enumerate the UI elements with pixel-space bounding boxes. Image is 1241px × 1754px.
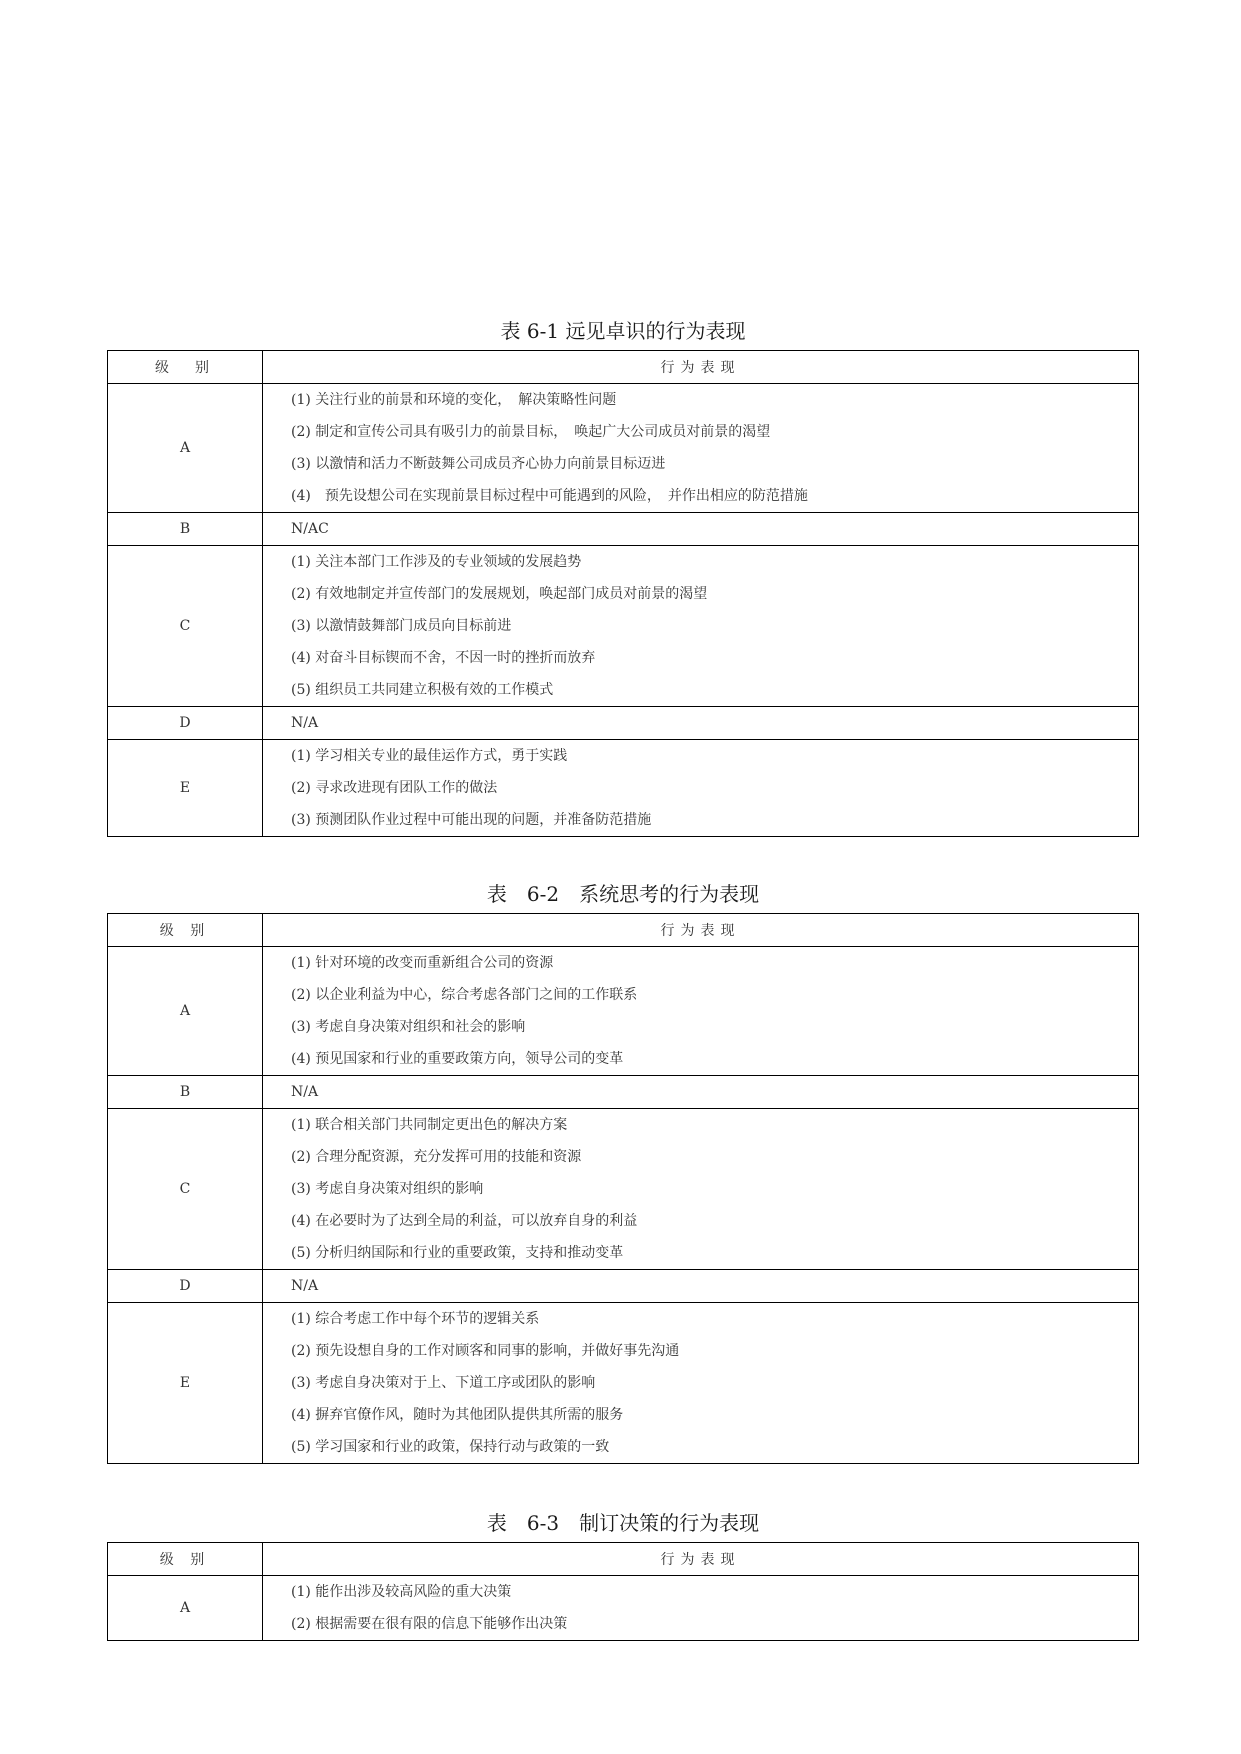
table-row [108,1109,1139,1270]
header-level: 级 别 [108,1543,263,1576]
level-cell: A [108,1576,263,1641]
behavior-item: N/AC [291,521,329,537]
level-cell: C [108,1109,263,1270]
behavior-item: N/A [291,715,319,731]
behavior-item: (5) 组织员工共同建立积极有效的工作模式 [291,682,554,698]
table-row [108,740,1139,837]
header-level: 级 别 [108,914,263,947]
behavior-item: (3) 以激情鼓舞部门成员向目标前进 [291,618,512,634]
table-row [108,384,1139,513]
behavior-table [107,1542,1139,1641]
table-title: 表 6-2 系统思考的行为表现 [486,882,760,906]
behavior-cell [263,1303,1139,1464]
behavior-item: (4) 预先设想公司在实现前景目标过程中可能遇到的风险， 并作出相应的防范措施 [291,488,808,504]
level-cell: A [108,384,263,513]
table-title: 表 6-3 制订决策的行为表现 [486,1511,760,1535]
level-cell: E [108,1303,263,1464]
table-section-2 [107,880,1139,1464]
behavior-item: (2) 根据需要在很有限的信息下能够作出决策 [291,1616,568,1632]
behavior-item: (4) 摒弃官僚作风，随时为其他团队提供其所需的服务 [291,1407,624,1423]
behavior-cell [263,947,1139,1076]
behavior-cell [263,384,1139,513]
table-row [108,1303,1139,1464]
behavior-cell [263,513,1139,546]
behavior-item: (2) 合理分配资源，充分发挥可用的技能和资源 [291,1149,582,1165]
behavior-cell [263,1109,1139,1270]
behavior-item: (2) 预先设想自身的工作对顾客和同事的影响，并做好事先沟通 [291,1343,680,1359]
behavior-item: (1) 联合相关部门共同制定更出色的解决方案 [291,1117,568,1133]
behavior-item: (1) 能作出涉及较高风险的重大决策 [291,1584,512,1600]
behavior-cell [263,546,1139,707]
behavior-item: (2) 有效地制定并宣传部门的发展规划，唤起部门成员对前景的渴望 [291,586,708,602]
behavior-item: (3) 考虑自身决策对组织和社会的影响 [291,1019,526,1035]
behavior-cell [263,707,1139,740]
behavior-item: N/A [291,1084,319,1100]
level-cell: D [108,1270,263,1303]
table-header-row [108,351,1139,384]
behavior-item: (4) 在必要时为了达到全局的利益，可以放弃自身的利益 [291,1213,638,1229]
behavior-item: (5) 学习国家和行业的政策，保持行动与政策的一致 [291,1439,610,1455]
behavior-item: (2) 寻求改进现有团队工作的做法 [291,780,498,796]
behavior-item: (3) 预测团队作业过程中可能出现的问题，并准备防范措施 [291,812,652,828]
table-section-3 [107,1509,1139,1641]
behavior-item: (1) 关注行业的前景和环境的变化， 解决策略性问题 [291,392,617,408]
table-title: 表 6-1 远见卓识的行为表现 [500,319,746,343]
header-behavior: 行为表现 [263,351,1139,384]
table-row [108,1576,1139,1641]
level-cell: C [108,546,263,707]
behavior-item: (3) 考虑自身决策对于上、下道工序或团队的影响 [291,1375,596,1391]
table-header-row [108,914,1139,947]
table-row [108,513,1139,546]
behavior-item: (1) 针对环境的改变而重新组合公司的资源 [291,955,554,971]
behavior-cell [263,1076,1139,1109]
behavior-cell [263,740,1139,837]
table-section-1 [107,317,1139,837]
level-cell: E [108,740,263,837]
header-behavior: 行为表现 [263,1543,1139,1576]
behavior-item: (4) 预见国家和行业的重要政策方向，领导公司的变革 [291,1051,624,1067]
behavior-item: (3) 以激情和活力不断鼓舞公司成员齐心协力向前景目标迈进 [291,456,666,472]
table-row [108,707,1139,740]
table-row [108,546,1139,707]
behavior-item: (5) 分析归纳国际和行业的重要政策，支持和推动变革 [291,1245,624,1261]
table-row [108,1076,1139,1109]
header-behavior: 行为表现 [263,914,1139,947]
level-cell: B [108,1076,263,1109]
table-row [108,947,1139,1076]
behavior-item: (3) 考虑自身决策对组织的影响 [291,1181,484,1197]
level-cell: A [108,947,263,1076]
behavior-table [107,913,1139,1464]
table-header-row [108,1543,1139,1576]
behavior-item: (1) 关注本部门工作涉及的专业领域的发展趋势 [291,554,582,570]
behavior-item: (4) 对奋斗目标锲而不舍，不因一时的挫折而放弃 [291,650,596,666]
behavior-table [107,350,1139,837]
behavior-item: N/A [291,1278,319,1294]
table-row [108,1270,1139,1303]
level-cell: D [108,707,263,740]
behavior-cell [263,1576,1139,1641]
behavior-cell [263,1270,1139,1303]
header-level: 级 别 [108,351,263,384]
behavior-item: (2) 制定和宣传公司具有吸引力的前景目标， 唤起广大公司成员对前景的渴望 [291,424,771,440]
level-cell: B [108,513,263,546]
behavior-item: (2) 以企业利益为中心，综合考虑各部门之间的工作联系 [291,987,638,1003]
behavior-item: (1) 综合考虑工作中每个环节的逻辑关系 [291,1311,540,1327]
behavior-item: (1) 学习相关专业的最佳运作方式，勇于实践 [291,748,568,764]
